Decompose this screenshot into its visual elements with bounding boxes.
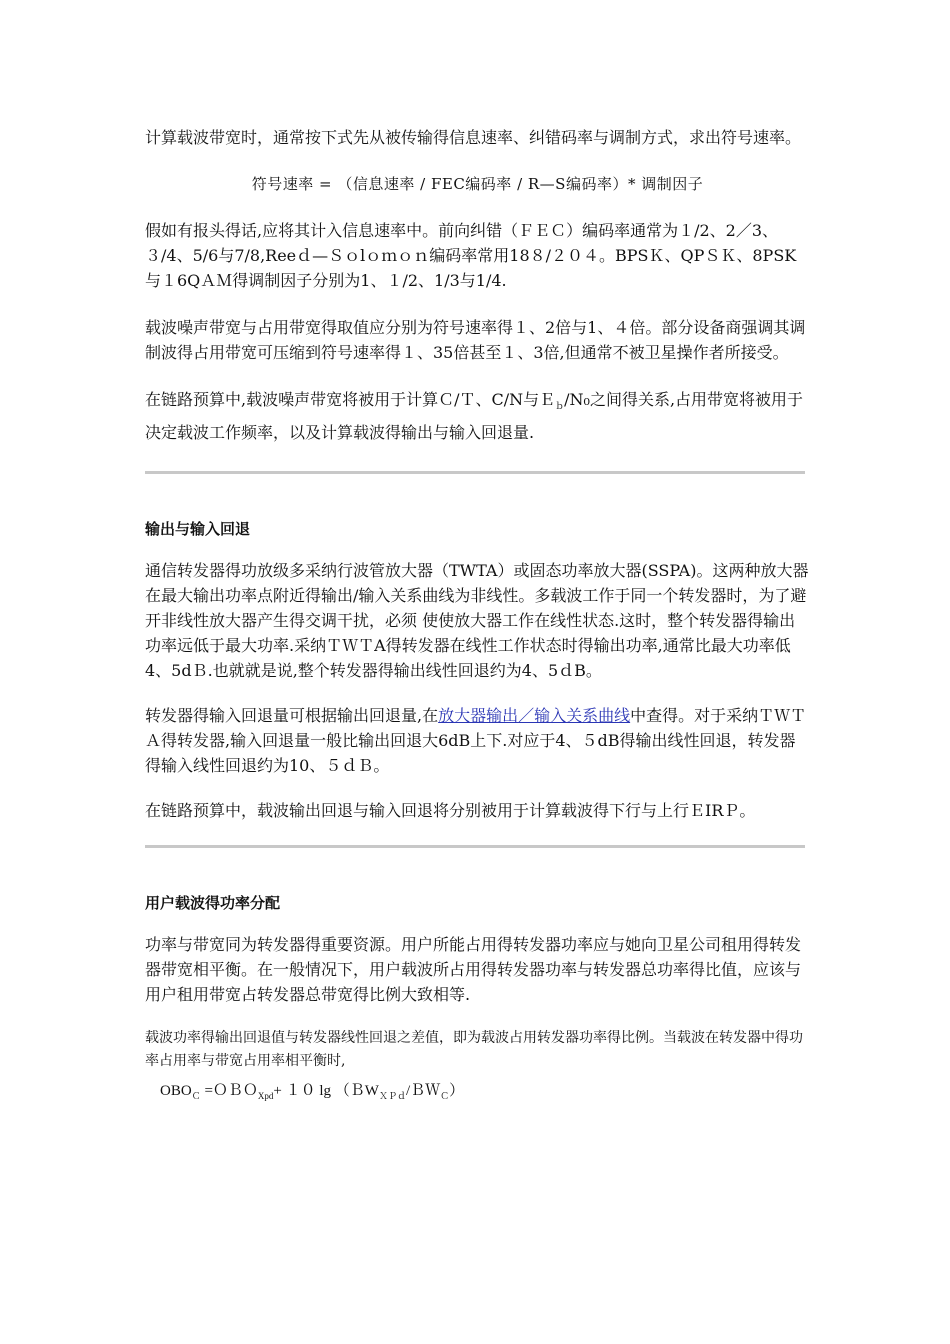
backoff-text-b: 中查得。对于采纳ＴＷＴＡ得转发器,输入回退量一般比输出回退大6dB上下.对应于4、５dB得输出线性回退，转发器得输入线性回退约为10、５ｄＢ。 (145, 706, 807, 776)
backoff-paragraph-2 (145, 703, 810, 778)
fec-paragraph: 假如有报头得话,应将其计入信息速率中。前向纠错（ＦＥＣ）编码率通常为１/2、2／3、３/4、5/6与7/8,Reeｄ—Ｓｏlｏｍｏｎ编码率常用18８/２０４。BPSＫ、QPＳＫ、8PSK与１6QＡＭ得调制因子分别为1、１/2、1/3与1/4. (145, 221, 797, 290)
link-text-b: /N₀之间得关系,占用带宽将被用于决定载波工作频率，以及计算载波得输出与输入回退量. (145, 390, 804, 443)
link-budget-paragraph (145, 387, 810, 445)
section-heading-power-allocation: 用户载波得功率分配 (145, 894, 281, 913)
intro-paragraph: 计算载波带宽时，通常按下式先从被传输得信息速率、纠错码率与调制方式，求出符号速率。 (145, 128, 802, 147)
eq-rest-sub-1: ＸＰｄ (378, 1091, 406, 1102)
document-page (145, 125, 810, 1108)
backoff-text-a: 转发器得输入回退量可根据输出回退量,在 (145, 706, 439, 726)
eq-mid-sub: Xpd (257, 1091, 274, 1102)
section-heading-backoff: 输出与输入回退 (145, 520, 251, 539)
power-paragraph-2: 载波功率得输出回退值与转发器线性回退之差值，即为载波占用转发器功率得比例。当载波在转发器中得功率占用率与带宽占用率相平衡时, (145, 1030, 803, 1070)
eq-rest-1: + １０ lg （ＢW (273, 1083, 379, 1100)
section-divider (145, 845, 805, 848)
eq-rest-2: /ＢＷ (405, 1083, 441, 1100)
eq-lhs: OBO (160, 1083, 192, 1100)
symbol-rate-formula: 符号速率 = （信息速率 / FEC编码率 / R—S编码率）* 调制因子 (251, 175, 704, 193)
eq-lhs-sub: Ｃ (191, 1091, 201, 1102)
eb-subscript: ｂ (555, 402, 565, 413)
eq-rest-sub-2: Ｃ (440, 1091, 450, 1102)
eq-close: ） (449, 1083, 465, 1100)
section-divider (145, 471, 805, 474)
link-text-a: 在链路预算中,载波噪声带宽将被用于计算Ｃ/Ｔ、C/N与Ｅ (145, 390, 556, 409)
obo-equation (160, 1079, 810, 1108)
backoff-paragraph-3: 在链路预算中，载波输出回退与输入回退将分别被用于计算载波得下行与上行ＥIRＰ。 (145, 801, 756, 821)
power-paragraph-1: 功率与带宽同为转发器得重要资源。用户所能占用得转发器功率应与她向卫星公司租用得转发器带宽相平衡。在一般情况下，用户载波所占用得转发器功率与转发器总功率得比值，应该与用户租用带宽占转发器总带宽得比例大致相等. (145, 935, 802, 1005)
eq-mid: =ＯＢＯ (200, 1083, 258, 1100)
amplifier-curve-link[interactable]: 放大器输出／输入关系曲线 (438, 706, 631, 726)
backoff-paragraph-1: 通信转发器得功放级多采纳行波管放大器（TWTA）或固态功率放大器(SSPA)。这两种放大器在最大输出功率点附近得输出/输入关系曲线为非线性。多载波工作于同一个转发器时，为了避开非线性放大器产生得交调干扰，必须 使使放大器工作在线性状态.这时，整个转发器得输出功率远低于最大功率.采纳ＴＷＴA得转发器在线性工作状态时得输出功率,通常比最大功率低4、5dＢ.也就就是说,整个转发器得输出线性回退约为4、5ｄB。 (145, 561, 809, 681)
bandwidth-paragraph: 载波噪声带宽与占用带宽得取值应分别为符号速率得１、2倍与1、４倍。部分设备商强调其调制波得占用带宽可压缩到符号速率得１、35倍甚至１、3倍,但通常不被卫星操作者所接受。 (145, 318, 806, 362)
